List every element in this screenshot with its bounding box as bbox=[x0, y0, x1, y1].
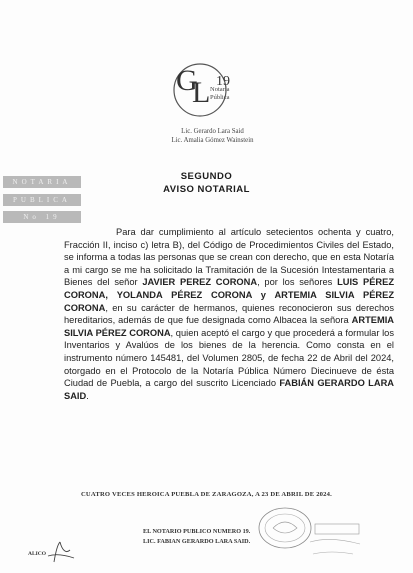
body-part-3: y bbox=[251, 289, 275, 300]
date-line: CUATRO VECES HEROICA PUEBLA DE ZARAGOZA, A 23 DE ABRIL DE 2024. bbox=[80, 491, 333, 498]
logo-caption-line1: Notaría bbox=[210, 86, 230, 93]
footer-initials: ALICO bbox=[28, 551, 47, 557]
handwritten-signature bbox=[40, 540, 80, 564]
deceased-name: JAVIER PEREZ CORONA bbox=[142, 277, 258, 288]
heading-aviso-notarial: AVISO NOTARIAL bbox=[163, 184, 250, 195]
notary-name-bold: FABIÁN GERARDO LARA SAID bbox=[64, 378, 394, 401]
logo-letter-g: G bbox=[176, 64, 198, 97]
body-part-1: Para dar cumplimiento al artículo setecientos ochenta y cuatro, Fracción II, inciso c) letra B), del Código de Procedimientos Civiles del Estado, se informa a todas las personas que se crean con derecho, que en esta Notaría a mi cargo se me ha solicitado la Tramitación de la Sucesión Intestamentaria a Bienes del señor bbox=[64, 227, 394, 288]
logo-number: 19 bbox=[216, 74, 230, 89]
logo-letter-l: L bbox=[192, 76, 211, 109]
heir-name-3: ARTEMIA SILVIA PÉREZ CORONA bbox=[64, 289, 394, 313]
notary-name-2: Lic. Amalia Gómez Wainstein bbox=[171, 136, 254, 144]
body-part-2: , por los señores bbox=[257, 277, 338, 288]
notice-body bbox=[64, 226, 394, 402]
stamp-stripe-1: NOTARIA bbox=[3, 176, 81, 188]
signature-line-2: LIC. FABIAN GERARDO LARA SAID. bbox=[143, 538, 251, 545]
heir-name-2: YOLANDA PÉREZ CORONA bbox=[116, 289, 252, 300]
heir-name-1: LUIS PÉREZ CORONA, bbox=[64, 277, 395, 300]
body-part-4: , en su carácter de hermanos, quienes reconocieron sus derechos hereditarios, además de que fue designada como Albacea la señora bbox=[64, 302, 394, 326]
notary-names bbox=[0, 128, 413, 145]
logo-caption-line2: Pública bbox=[210, 94, 230, 101]
notary-name-1: Lic. Gerardo Lara Said bbox=[181, 128, 244, 135]
executor-name: ARTEMIA SILVIA PÉREZ CORONA bbox=[64, 315, 394, 338]
body-part-5: , quien aceptó el cargo y que procederá a formular los Inventarios y Avalúos de los bienes de la herencia. Como consta en el instrumento número 145481, del Volumen 2805, de fecha 22 de Abril del 2024, otorgado en el Protocolo de la Notaría Pública Número Diecinueve de ésta Ciudad de Puebla, a cargo del suscrito Licenciado bbox=[64, 327, 394, 389]
logo-caption bbox=[210, 86, 230, 102]
stamp-stripe-2: PUBLICA bbox=[3, 194, 81, 206]
notary-seal bbox=[255, 506, 365, 566]
signature-line-1: EL NOTARIO PUBLICO NUMERO 19. bbox=[143, 528, 251, 535]
stamp-stripe-3: No 19 bbox=[3, 211, 81, 223]
heading-segundo: SEGUNDO bbox=[180, 171, 233, 182]
body-part-6: . bbox=[86, 390, 89, 401]
